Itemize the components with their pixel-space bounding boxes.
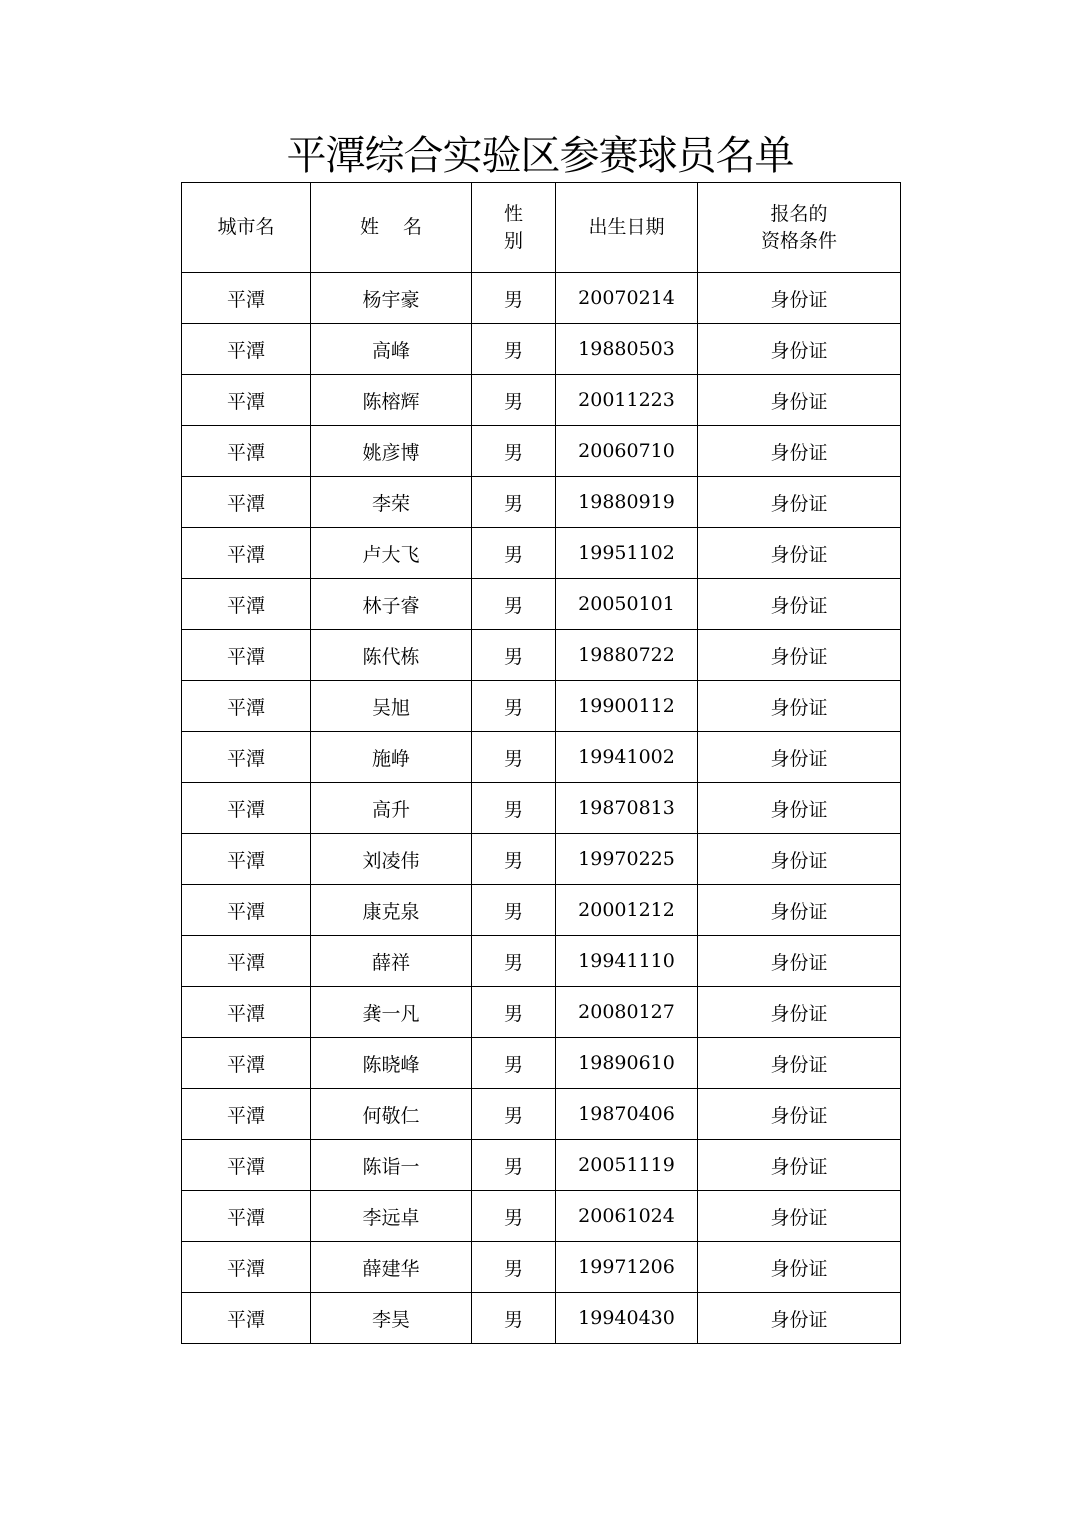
cell-gender: 男: [472, 375, 556, 426]
table-row: [182, 579, 901, 630]
cell-gender: 男: [472, 1140, 556, 1191]
cell-birthdate: 19870406: [556, 1089, 698, 1140]
cell-qualification: 身份证: [698, 630, 901, 681]
cell-gender: 男: [472, 273, 556, 324]
cell-city: 平潭: [182, 1140, 311, 1191]
cell-name: 姚彦博: [311, 426, 472, 477]
cell-gender: 男: [472, 936, 556, 987]
header-gender-line1: 性: [503, 202, 523, 225]
cell-birthdate: 19900112: [556, 681, 698, 732]
cell-gender: 男: [472, 426, 556, 477]
table-row: [182, 1191, 901, 1242]
cell-name: 吴旭: [311, 681, 472, 732]
table-row: [182, 1140, 901, 1191]
cell-birthdate: 19971206: [556, 1242, 698, 1293]
cell-city: 平潭: [182, 1089, 311, 1140]
cell-birthdate: 19940430: [556, 1293, 698, 1344]
cell-qualification: 身份证: [698, 681, 901, 732]
cell-city: 平潭: [182, 936, 311, 987]
table-header-row: [182, 183, 901, 273]
table-row: [182, 1242, 901, 1293]
header-gender-line2: 别: [503, 229, 523, 252]
header-name-part2: 名: [403, 216, 423, 238]
table-row: [182, 1293, 901, 1344]
cell-qualification: 身份证: [698, 834, 901, 885]
cell-name: 林子睿: [311, 579, 472, 630]
cell-qualification: 身份证: [698, 885, 901, 936]
cell-gender: 男: [472, 987, 556, 1038]
header-birthdate: [556, 183, 698, 273]
cell-gender: 男: [472, 681, 556, 732]
cell-gender: 男: [472, 324, 556, 375]
table-row: [182, 477, 901, 528]
header-name: [311, 183, 472, 273]
cell-city: 平潭: [182, 1191, 311, 1242]
cell-city: 平潭: [182, 375, 311, 426]
cell-gender: 男: [472, 1242, 556, 1293]
cell-qualification: 身份证: [698, 579, 901, 630]
cell-birthdate: 19941110: [556, 936, 698, 987]
cell-city: 平潭: [182, 987, 311, 1038]
cell-qualification: 身份证: [698, 375, 901, 426]
cell-gender: 男: [472, 1191, 556, 1242]
header-birthdate-label: 出生日期: [588, 216, 665, 238]
header-gender: [472, 183, 556, 273]
cell-qualification: 身份证: [698, 1089, 901, 1140]
cell-name: 陈榕辉: [311, 375, 472, 426]
cell-name: 何敬仁: [311, 1089, 472, 1140]
cell-qualification: 身份证: [698, 1242, 901, 1293]
cell-gender: 男: [472, 1089, 556, 1140]
cell-birthdate: 20051119: [556, 1140, 698, 1191]
table-row: [182, 885, 901, 936]
cell-name: 李昊: [311, 1293, 472, 1344]
cell-birthdate: 19870813: [556, 783, 698, 834]
cell-city: 平潭: [182, 1038, 311, 1089]
cell-birthdate: 20060710: [556, 426, 698, 477]
table-row: [182, 987, 901, 1038]
cell-city: 平潭: [182, 426, 311, 477]
table-body: [182, 273, 901, 1344]
table-row: [182, 273, 901, 324]
cell-gender: 男: [472, 1293, 556, 1344]
cell-city: 平潭: [182, 630, 311, 681]
table-row: [182, 426, 901, 477]
cell-qualification: 身份证: [698, 987, 901, 1038]
cell-gender: 男: [472, 528, 556, 579]
cell-city: 平潭: [182, 1242, 311, 1293]
table-row: [182, 834, 901, 885]
cell-city: 平潭: [182, 528, 311, 579]
cell-name: 薛祥: [311, 936, 472, 987]
table-row: [182, 783, 901, 834]
table-row: [182, 375, 901, 426]
cell-birthdate: 19951102: [556, 528, 698, 579]
cell-gender: 男: [472, 885, 556, 936]
cell-name: 杨宇豪: [311, 273, 472, 324]
cell-city: 平潭: [182, 681, 311, 732]
player-roster-table: [181, 182, 901, 1344]
cell-qualification: 身份证: [698, 936, 901, 987]
cell-birthdate: 19880503: [556, 324, 698, 375]
cell-city: 平潭: [182, 324, 311, 375]
cell-qualification: 身份证: [698, 273, 901, 324]
cell-qualification: 身份证: [698, 528, 901, 579]
cell-gender: 男: [472, 732, 556, 783]
cell-city: 平潭: [182, 1293, 311, 1344]
cell-name: 康克泉: [311, 885, 472, 936]
header-qualification: [698, 183, 901, 273]
cell-city: 平潭: [182, 273, 311, 324]
cell-birthdate: 20001212: [556, 885, 698, 936]
cell-qualification: 身份证: [698, 426, 901, 477]
cell-name: 龚一凡: [311, 987, 472, 1038]
cell-gender: 男: [472, 477, 556, 528]
header-city: [182, 183, 311, 273]
cell-name: 陈代栋: [311, 630, 472, 681]
cell-name: 高峰: [311, 324, 472, 375]
cell-birthdate: 19880919: [556, 477, 698, 528]
cell-gender: 男: [472, 1038, 556, 1089]
cell-name: 陈晓峰: [311, 1038, 472, 1089]
cell-birthdate: 20050101: [556, 579, 698, 630]
cell-city: 平潭: [182, 783, 311, 834]
cell-name: 卢大飞: [311, 528, 472, 579]
cell-qualification: 身份证: [698, 1293, 901, 1344]
cell-birthdate: 19880722: [556, 630, 698, 681]
header-name-part1: 姓: [359, 216, 379, 238]
table-row: [182, 630, 901, 681]
cell-name: 陈诣一: [311, 1140, 472, 1191]
table-row: [182, 528, 901, 579]
cell-qualification: 身份证: [698, 1191, 901, 1242]
table-row: [182, 1038, 901, 1089]
cell-birthdate: 20070214: [556, 273, 698, 324]
cell-city: 平潭: [182, 477, 311, 528]
cell-qualification: 身份证: [698, 732, 901, 783]
cell-birthdate: 19890610: [556, 1038, 698, 1089]
table-row: [182, 1089, 901, 1140]
table-row: [182, 681, 901, 732]
header-city-label: 城市名: [217, 216, 275, 238]
cell-gender: 男: [472, 579, 556, 630]
cell-qualification: 身份证: [698, 477, 901, 528]
cell-qualification: 身份证: [698, 783, 901, 834]
header-qualification-line2: 资格条件: [760, 229, 837, 252]
cell-city: 平潭: [182, 732, 311, 783]
table-row: [182, 732, 901, 783]
document-title: 平潭综合实验区参赛球员名单: [286, 133, 794, 179]
cell-name: 刘凌伟: [311, 834, 472, 885]
cell-name: 施峥: [311, 732, 472, 783]
cell-city: 平潭: [182, 834, 311, 885]
cell-gender: 男: [472, 834, 556, 885]
cell-name: 李远卓: [311, 1191, 472, 1242]
cell-gender: 男: [472, 630, 556, 681]
cell-birthdate: 19941002: [556, 732, 698, 783]
cell-name: 李荣: [311, 477, 472, 528]
cell-birthdate: 20080127: [556, 987, 698, 1038]
cell-name: 高升: [311, 783, 472, 834]
cell-qualification: 身份证: [698, 1038, 901, 1089]
cell-birthdate: 20011223: [556, 375, 698, 426]
cell-qualification: 身份证: [698, 324, 901, 375]
cell-name: 薛建华: [311, 1242, 472, 1293]
cell-gender: 男: [472, 783, 556, 834]
cell-birthdate: 20061024: [556, 1191, 698, 1242]
cell-birthdate: 19970225: [556, 834, 698, 885]
cell-city: 平潭: [182, 885, 311, 936]
header-qualification-line1: 报名的: [770, 202, 828, 225]
table-row: [182, 324, 901, 375]
cell-city: 平潭: [182, 579, 311, 630]
cell-qualification: 身份证: [698, 1140, 901, 1191]
table-row: [182, 936, 901, 987]
